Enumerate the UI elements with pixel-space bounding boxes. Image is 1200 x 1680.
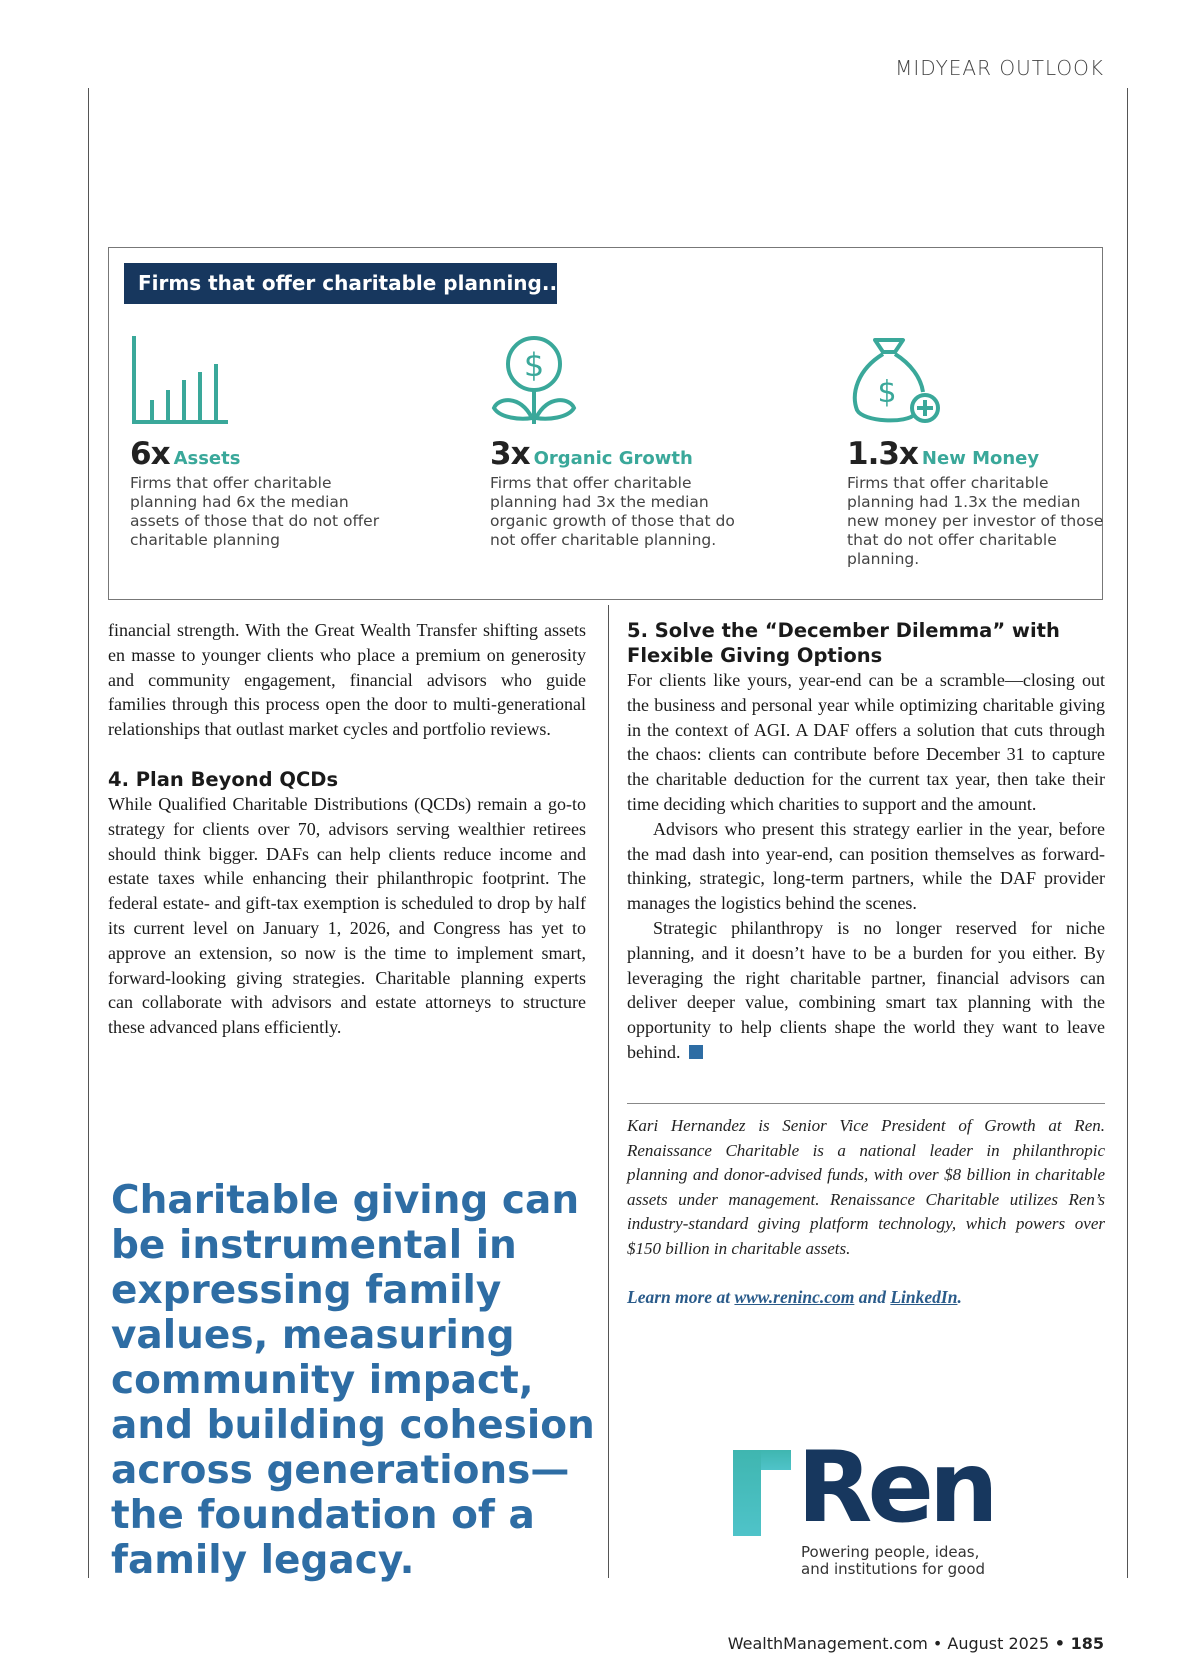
svg-text:$: $ [877,375,897,410]
section-4-paragraph: While Qualified Charitable Distributions (QCDs) remain a go-to strategy for clients over 70, advisors serving wealthier retirees should think bigger. DAFs can help clients reduce income and estate taxes while enhancing their philanthropic footprint. The federal estate- and gift-tax exemption is scheduled to drop by half its current level on January 1, 2026, and Congress has yet to approve an extension, so now is the time to implement smart, forward-looking giving strategies. Charitable planning experts can collaborate with advisors and estate attorneys to structure these advanced plans efficiently. [108,793,586,1038]
stat-description: Firms that offer charitable planning had 3x the median organic growth of those that do not offer charitable planning. [490,474,735,549]
pull-quote-line: across generations— [111,1448,570,1493]
right-column [627,618,1105,1065]
footer-site: WealthManagement.com [727,1634,928,1653]
section-5-paragraph-3-text: Strategic philanthropy is no longer reserved for niche planning, and it doesn’t have to be a burden for you either. By leveraging the right charitable partner, financial advisors can deliver deeper value, combining smart tax planning with the opportunity to help clients shape the world they want to leave behind. [627,917,1105,1062]
pull-quote-line: values, measuring [111,1313,515,1358]
pull-quote-line: be instrumental in [111,1223,517,1268]
stat-number: 1.3x [847,436,918,472]
stat-assets [130,334,410,550]
pull-quote-line: family legacy. [111,1538,415,1583]
ren-logo-mark-icon [733,1450,791,1536]
infographic-banner: Firms that offer charitable planning... [124,263,557,304]
stat-description: Firms that offer charitable planning had 1.3x the median new money per investor of those that do not offer charitable planning. [847,474,1104,568]
pull-quote-line: and building cohesion [111,1403,595,1448]
pull-quote-line: Charitable giving can [111,1178,580,1223]
ren-tagline-line1: Powering people, ideas, [801,1543,980,1561]
author-bio [627,1114,1105,1262]
stat-label: Assets [173,448,241,469]
section-header: MIDYEAR OUTLOOK [895,56,1104,80]
column-rule-right [1127,88,1128,1578]
linkedin-link[interactable]: LinkedIn [890,1287,958,1307]
section-5-paragraph-2: Advisors who present this strategy earlier in the year, before the mad dash into year-end, can position themselves as forward-thinking, strategic, long-term partners, while the DAF provider manages the logistics behind the scenes. [627,818,1105,914]
ren-logo [733,1431,1013,1582]
bar-chart-icon [130,334,230,426]
column-rule-left [88,88,89,1578]
pull-quote-line: expressing family [111,1268,502,1313]
intro-paragraph: financial strength. With the Great Wealth Transfer shifting assets en masse to younger clients who place a premium on generosity and community engagement, financial advisors who guide families through this process open the door to multi-generational relationships that outlast market cycles and portfolio reviews. [108,620,586,740]
section-5-heading [627,618,1105,668]
infographic-box [108,247,1103,600]
page-footer [728,1634,1104,1653]
ren-tagline-line2: and institutions for good [801,1560,986,1578]
section-5-heading-line2: Flexible Giving Options [627,644,883,667]
learn-more-middle: and [854,1287,891,1307]
pull-quote [111,1178,595,1583]
section-4-heading: 4. Plan Beyond QCDs [108,767,339,791]
learn-more-line [627,1287,962,1308]
column-rule-middle [608,605,609,1578]
footer-separator-bold: • [1049,1634,1071,1653]
stat-organic-growth [490,334,770,550]
website-link[interactable]: www.reninc.com [734,1287,855,1307]
stat-new-money [847,334,1127,569]
bio-divider [627,1103,1105,1104]
dollar-plant-icon [490,334,590,426]
learn-more-prefix: Learn more at [627,1287,735,1307]
section-5-paragraph-3 [627,916,1105,1065]
page-number: 185 [1070,1634,1104,1653]
author-bio-text: Kari Hernandez is Senior Vice President of Growth at Ren. Renaissance Charitable is a national leader in philanthropic planning and donor-advised funds, with over $8 billion in charitable assets under management. Renaissance Charitable utilizes Ren’s industry-standard giving platform technology, which powers over $150 billion in charitable assets. [627,1116,1105,1258]
money-bag-plus-icon [847,334,947,426]
footer-separator: • [927,1634,948,1653]
pull-quote-line: community impact, [111,1358,534,1403]
stat-number: 3x [490,436,530,472]
ren-wordmark: Ren [797,1431,994,1545]
left-column [108,618,586,1040]
pull-quote-line: the foundation of a [111,1493,535,1538]
learn-more-suffix: . [957,1287,962,1307]
stat-description: Firms that offer charitable planning had 6x the median assets of those that do not offer charitable planning [130,474,380,549]
stat-label: Organic Growth [533,448,693,469]
stat-label: New Money [921,448,1040,469]
ren-tagline [801,1544,985,1578]
stat-number: 6x [130,436,170,472]
section-5-heading-line1: 5. Solve the “December Dilemma” with [627,619,1060,642]
end-mark-icon [689,1045,703,1059]
svg-text:$: $ [523,346,545,384]
footer-date: August 2025 [947,1634,1050,1653]
section-5-paragraph-1: For clients like yours, year-end can be a scramble—closing out the business and personal year while optimizing charitable giving in the context of AGI. A DAF offers a solution that cuts through the chaos: clients can contribute before December 31 to capture the charitable deduction for the current tax year, then take their time deciding which charities to support and the amount. [627,670,1105,814]
